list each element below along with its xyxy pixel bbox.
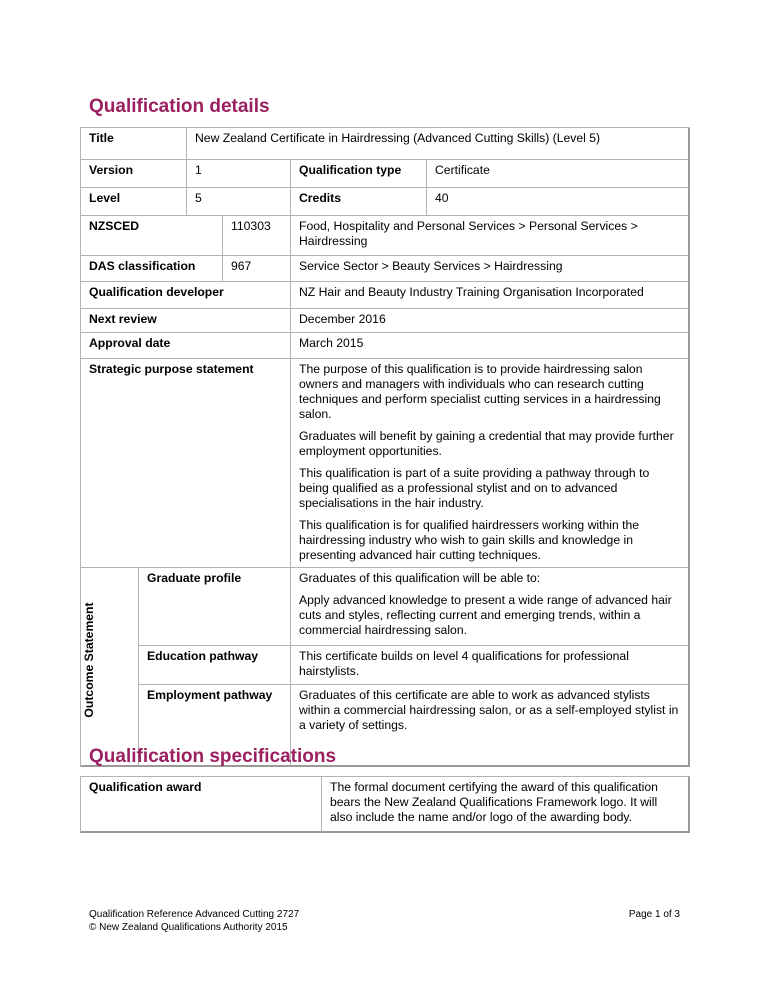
title-value: New Zealand Certificate in Hairdressing (Advanced Cutting Skills) (Level 5): [187, 128, 690, 160]
graduate-profile-label: Graduate profile: [139, 568, 291, 646]
graduate-profile-paragraph: Apply advanced knowledge to present a wide range of advanced hair cuts and styles, reflecting current and emerging trends, within a commercial hairdressing salon.: [299, 593, 672, 637]
graduate-profile-paragraph: Graduates of this qualification will be able to:: [299, 571, 541, 585]
education-pathway-label: Education pathway: [139, 646, 291, 685]
credits-label: Credits: [291, 188, 427, 216]
graduate-profile-value: [291, 568, 690, 646]
footer-reference: Qualification Reference Advanced Cutting 2727: [89, 909, 300, 920]
footer-left: [89, 908, 299, 934]
credits-value: 40: [427, 188, 690, 216]
strategic-purpose-paragraph: The purpose of this qualification is to provide hairdressing salon owners and managers with individuals who can research cutting techniques and perform specialist cutting services in a hairdressing salon.: [299, 362, 661, 421]
das-classification-label: DAS classification: [81, 256, 223, 282]
nzsced-value: Food, Hospitality and Personal Services > Personal Services > Hairdressing: [291, 216, 690, 256]
qualification-specifications-heading: Qualification specifications: [89, 746, 337, 767]
qualification-award-value: The formal document certifying the award of this qualification bears the New Zealand Qualifications Framework logo. It will also include the name and/or logo of the awarding body.: [322, 777, 690, 833]
strategic-purpose-paragraph: This qualification is for qualified hairdressers working within the hairdressing industry who wish to gain skills and knowledge in presenting advanced hair cutting techniques.: [299, 518, 640, 562]
qualification-type-value: Certificate: [427, 160, 690, 188]
strategic-purpose-paragraph: This qualification is part of a suite providing a pathway through to being qualified as a professional stylist and on to advanced specialisations in the hair industry.: [299, 466, 650, 510]
qualification-details-table: [80, 127, 690, 767]
strategic-purpose-value: [291, 359, 690, 568]
approval-date-label: Approval date: [81, 333, 291, 359]
education-pathway-value: This certificate builds on level 4 qualifications for professional hairstylists.: [291, 646, 690, 685]
nzsced-code: 110303: [223, 216, 291, 256]
das-classification-code: 967: [223, 256, 291, 282]
qualification-details-heading: Qualification details: [89, 96, 270, 117]
page-number: Page 1 of 3: [628, 909, 680, 920]
version-value: 1: [187, 160, 291, 188]
strategic-purpose-paragraph: Graduates will benefit by gaining a credential that may provide further employment opportunities.: [299, 429, 674, 458]
qualification-developer-label: Qualification developer: [81, 282, 291, 309]
das-classification-value: Service Sector > Beauty Services > Hairdressing: [291, 256, 690, 282]
level-value: 5: [187, 188, 291, 216]
next-review-label: Next review: [81, 309, 291, 333]
nzsced-label: NZSCED: [81, 216, 223, 256]
next-review-value: December 2016: [291, 309, 690, 333]
qualification-developer-value: NZ Hair and Beauty Industry Training Organisation Incorporated: [291, 282, 690, 309]
employment-pathway-label: Employment pathway: [139, 685, 291, 767]
approval-date-value: March 2015: [291, 333, 690, 359]
qualification-specifications-table: [80, 776, 690, 833]
qualification-type-label: Qualification type: [291, 160, 427, 188]
version-label: Version: [81, 160, 187, 188]
footer-copyright: © New Zealand Qualifications Authority 2015: [89, 922, 288, 933]
employment-pathway-value: Graduates of this certificate are able to work as advanced stylists within a commercial hairdressing salon, or as a self-employed stylist in a variety of settings.: [291, 685, 690, 767]
qualification-award-label: Qualification award: [81, 777, 322, 833]
strategic-purpose-label: Strategic purpose statement: [81, 359, 291, 568]
level-label: Level: [81, 188, 187, 216]
title-label: Title: [81, 128, 187, 160]
outcome-statement-label: Outcome Statement: [82, 602, 96, 718]
